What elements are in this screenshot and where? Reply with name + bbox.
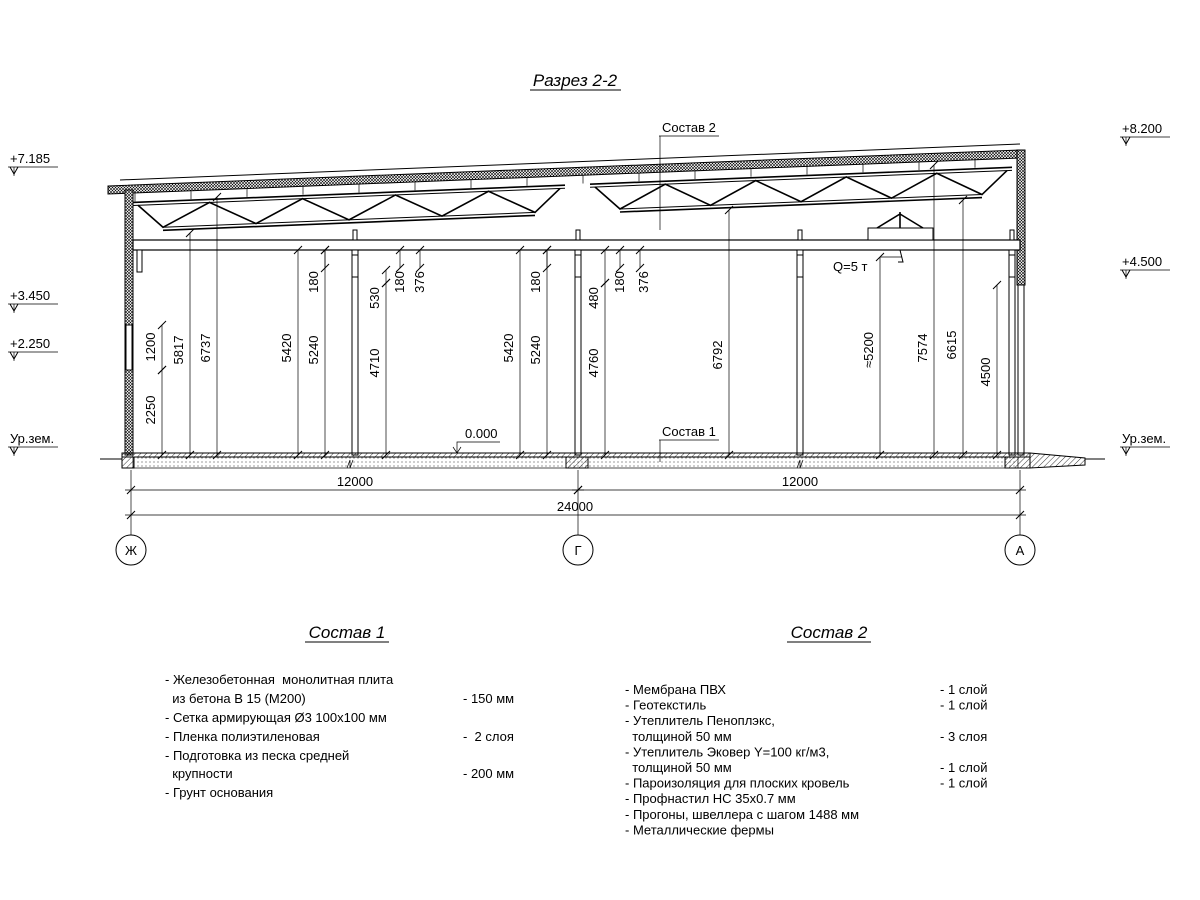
vertical-dimension [198,193,221,459]
vertical-dimension [143,366,166,459]
composition-line: - Утеплитель Эковер Y=100 кг/м3, [625,744,830,760]
horizontal-dimension [125,474,584,494]
composition-line: - Пароизоляция для плоских кровель [625,775,850,791]
roof-truss [590,167,1012,212]
dimension-label: 6792 [710,340,725,370]
column-g-a [797,250,803,455]
composition-value: - 1 слой [940,775,988,791]
dimension-label: 376 [412,271,427,293]
truss-bottom-chord [620,198,982,212]
horizontal-dimension [572,474,1026,494]
dimension-label: 12000 [336,474,374,489]
callout-roof-composition [659,120,719,230]
composition-line: толщиной 50 мм [625,728,732,744]
composition-notes [165,623,988,837]
dimension-label: 5240 [528,335,543,365]
composition-line: - Железобетонная монолитная плита [165,672,394,687]
elevation-label: +8.200 [1122,121,1163,136]
composition-line: - Прогоны, швеллера с шагом 1488 мм [625,806,860,822]
composition-line: - Утеплитель Пеноплэкс, [625,713,775,729]
vertical-dimension [279,246,302,459]
composition-value: - 3 слоя [940,728,988,744]
right-wall-upper [1017,150,1025,285]
elevation-mark [1120,431,1170,456]
dimension-label: 12000 [781,474,819,489]
composition-title: Состав 2 [790,623,868,642]
axis-label: Ж [124,543,138,558]
callout-label: Состав 1 [662,424,716,439]
elevation-label: +3.450 [10,288,51,303]
composition-value: - 150 мм [463,691,515,706]
dimension-label: 4710 [367,348,382,378]
composition-line: - Мембрана ПВХ [625,682,726,697]
foundation [566,457,588,468]
composition-1 [165,623,514,800]
zero-level-label: 0.000 [465,426,498,441]
crane-runway-beam [133,240,1020,250]
dimension-label: 376 [636,271,651,293]
vertical-dimension [367,266,390,309]
dimension-label: 6615 [944,330,959,360]
vertical-dimension [612,246,627,293]
vertical-dimension [528,246,551,293]
elevation-mark [1120,254,1170,279]
axis-zh [116,470,146,565]
dimension-label: 480 [586,287,601,309]
dimension-label: 4760 [586,348,601,378]
dimension-label: 180 [528,271,543,293]
composition-line: - Профнастил НС 35x0.7 мм [625,791,796,807]
left-window [126,325,132,370]
dimension-label: 180 [306,271,321,293]
vertical-dimension [586,246,609,309]
composition-line: - Пленка полиэтиленовая [165,729,320,744]
vertical-dimension [978,281,1001,459]
vertical-dimension [915,161,938,459]
truss-support [353,230,357,240]
dimension-label: 5420 [279,333,294,363]
dimension-label: 530 [367,287,382,309]
dimension-label: 6737 [198,333,213,363]
vertical-dimension [143,321,166,374]
composition-line: крупности [165,766,233,781]
roof-truss [133,185,565,230]
blind-area [1030,453,1085,468]
foundation [122,457,134,468]
section-title [530,71,621,90]
section-title-text: Разрез 2-2 [532,71,618,90]
column-bracket [1009,255,1015,277]
foundation [1005,457,1030,468]
truss-bottom-chord [163,215,535,230]
column-bracket [352,255,358,277]
column-axis-g [575,250,581,455]
left-wall [125,190,133,455]
dimension-label: 5420 [501,333,516,363]
axis-a [1005,470,1035,565]
callout-label: Состав 2 [662,120,716,135]
vertical-dimension [171,229,194,459]
truss-support [798,230,802,240]
composition-line: из бетона В 15 (М200) [165,691,306,706]
dimension-label: 4500 [978,357,993,387]
vertical-dimension [412,246,427,293]
truss-support [576,230,580,240]
composition-2 [625,623,988,837]
dimension-label: 7574 [915,333,930,363]
elevation-label: +7.185 [10,151,51,166]
horizontal-dimension [125,499,1026,519]
floor-slab [122,453,1030,457]
composition-line: толщиной 50 мм [625,760,732,775]
vertical-dimension [861,253,884,459]
column-axis-a [1009,250,1015,455]
column-zh-g [352,250,358,455]
composition-line: - Геотекстиль [625,697,707,713]
composition-value: - 200 мм [463,766,515,781]
composition-value: - 2 слоя [463,729,514,744]
building-structure [100,144,1105,468]
crane-capacity-label [833,257,902,274]
composition-value: - 1 слой [940,697,988,713]
elevation-label: +4.500 [1122,254,1163,269]
elevation-mark [1120,121,1170,146]
dimension-label: 24000 [556,499,594,514]
elevation-mark [8,288,58,313]
composition-line: - Подготовка из песка средней [165,748,350,763]
composition-line: - Грунт основания [165,785,274,800]
truss-support [1010,230,1014,240]
elevation-label: +2.250 [10,336,51,351]
dimension-label: 5240 [306,335,321,365]
vertical-dimension [944,196,967,459]
zero-level-mark [453,426,500,453]
vertical-dimension [306,246,329,293]
crane-trolley [868,228,933,240]
column-bracket [797,255,803,277]
dimension-label: 2250 [143,395,158,425]
column-bracket [137,250,142,272]
elevation-mark [8,151,58,176]
vertical-dimension [392,246,407,293]
composition-line: - Металлические фермы [625,822,774,838]
grid-axes [116,470,1035,565]
composition-value: - 1 слой [940,760,988,775]
elevation-mark [8,431,58,456]
vertical-dimension [501,246,524,459]
elevation-mark [8,336,58,361]
elevation-label: Ур.зем. [1122,431,1167,446]
composition-value: - 1 слой [940,682,988,697]
crane-load-text: Q=5 т [833,259,868,274]
axis-label: Г [574,543,582,558]
dimension-label: 5817 [171,335,186,365]
composition-title: Состав 1 [308,623,386,642]
crane-hook-icon [898,250,903,262]
axis-label: А [1015,543,1025,558]
column-bracket [575,255,581,277]
elevation-label: Ур.зем. [10,431,55,446]
dimension-label: 180 [612,271,627,293]
dimension-label: ≈5200 [861,331,876,369]
vertical-dimension [636,246,651,293]
composition-line: - Сетка армирующая Ø3 100x100 мм [165,710,387,725]
dimension-label: 1200 [143,332,158,362]
dimension-label: 180 [392,271,407,293]
right-gate [1018,285,1024,455]
axis-g [563,470,593,565]
